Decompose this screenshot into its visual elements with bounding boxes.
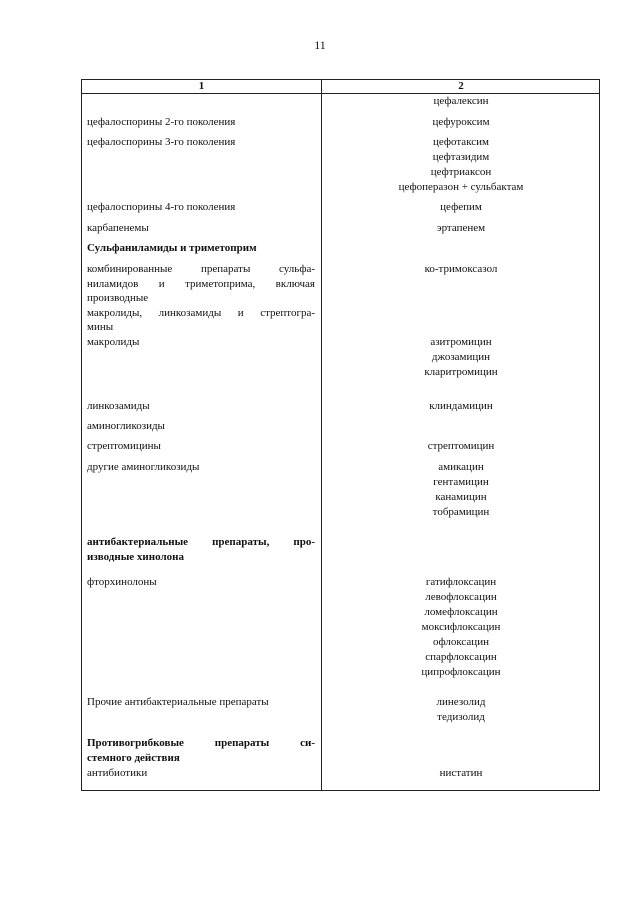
page-number: 11 xyxy=(314,38,326,52)
table-row-1-left: цефалоспорины 2-го поколения xyxy=(87,116,236,128)
table-row-16-left: антибиотики xyxy=(87,767,148,779)
table-row-14-left: Прочие антибактериальные препараты xyxy=(87,696,269,708)
table-row-4-right: эртапенем xyxy=(436,222,486,234)
table-row-9-left: аминогликозиды xyxy=(87,420,165,432)
table-row-6-left: комбинированные препараты сульфа- ниламидов и триметоприма, включая производные макролиды, линкозамиды и стрептогра- мины xyxy=(87,263,315,333)
table-row-8-right: клиндамицин xyxy=(429,400,493,412)
table-row-8-left: линкозамиды xyxy=(87,400,150,412)
table-row-5-left: Сульфаниламиды и триметоприм xyxy=(87,242,257,254)
drug-table xyxy=(81,79,600,791)
table-row-10-right: стрептомицин xyxy=(427,440,495,452)
table-row-10-left: стрептомицины xyxy=(87,440,161,452)
table-row-3-left: цефалоспорины 4-го поколения xyxy=(87,201,236,213)
table-row-6-right: ко-тримоксазол xyxy=(424,263,498,275)
table-row-2-right: цефотаксим цефтазидим цефтриаксон цефоперазон + сульбактам xyxy=(398,136,524,193)
table-header-row xyxy=(82,80,599,94)
table-row-16-right: нистатин xyxy=(439,767,483,779)
table-row-2-left: цефалоспорины 3-го поколения xyxy=(87,136,236,148)
table-row-13-right: гатифлоксацин левофлоксацин ломефлоксацин моксифлоксацин офлоксацин спарфлоксацин ципрофлоксацин xyxy=(421,576,501,678)
header-col-1: 1 xyxy=(198,80,205,92)
header-col-2: 2 xyxy=(458,80,464,92)
table-row-3-right: цефепим xyxy=(440,201,482,213)
table-row-0-right: цефалексин xyxy=(433,95,489,107)
table-row-14-right: линезолид тедизолид xyxy=(436,696,486,723)
table-row-4-left: карбапенемы xyxy=(87,222,149,234)
table-row-7-left: макролиды xyxy=(87,336,140,348)
table-row-1-right: цефуроксим xyxy=(432,116,490,128)
table-row-11-right: амикацин гентамицин канамицин тобрамицин xyxy=(432,461,490,518)
table-row-15-left: Противогрибковые препараты си- стемного действия xyxy=(87,737,315,764)
table-row-7-right: азитромицин джозамицин кларитромицин xyxy=(424,336,498,378)
table-row-13-left: фторхинолоны xyxy=(87,576,157,588)
table-row-12-left: антибактериальные препараты, про- изводные хинолона xyxy=(87,536,315,563)
table-row-11-left: другие аминогликозиды xyxy=(87,461,200,473)
